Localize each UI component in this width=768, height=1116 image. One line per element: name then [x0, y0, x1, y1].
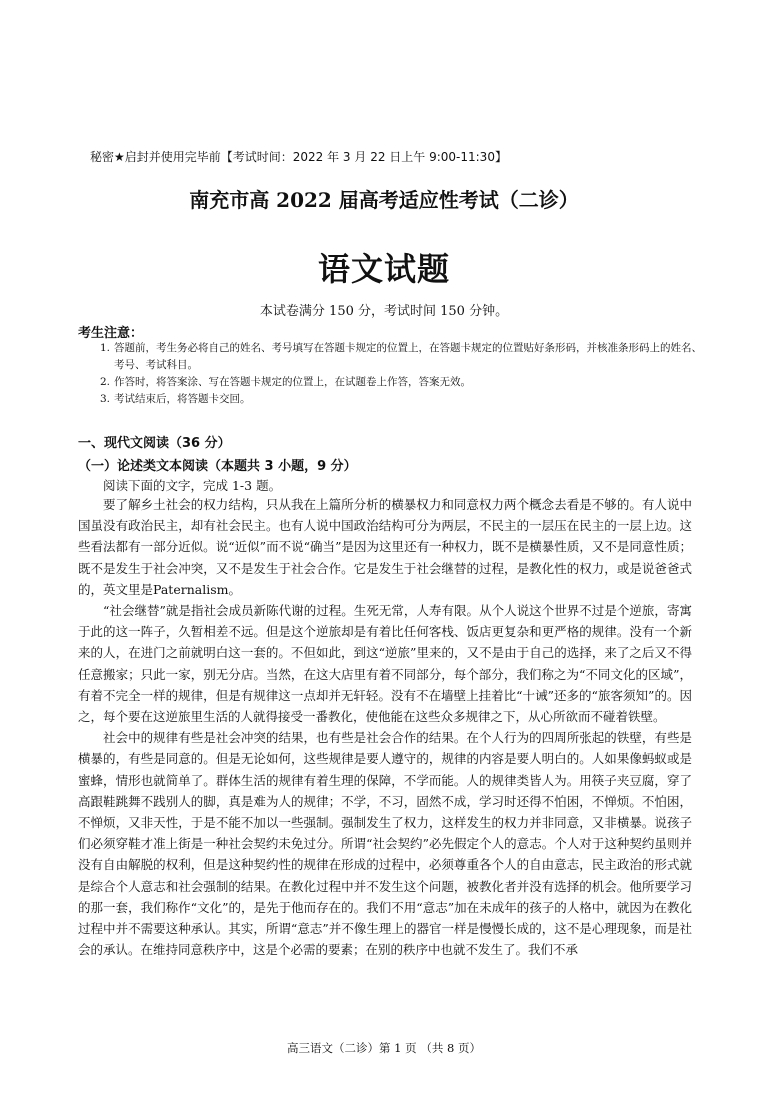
notice-item-text: 作答时，将答案涂、写在答题卡规定的位置上，在试题卷上作答，答案无效。 — [114, 376, 471, 388]
section-heading: 一、现代文阅读（36 分） — [78, 436, 231, 451]
subsection-heading: （一）论述类文本阅读（本题共 3 小题，9 分） — [78, 459, 357, 474]
subject-title: 语文试题 — [317, 250, 450, 288]
page-footer: 高三语文（二诊）第 1 页 （共 8 页） — [287, 1041, 481, 1055]
notice-item-text: 考试结束后，将答题卡交回。 — [114, 393, 251, 405]
notice-item-number: 1. — [100, 342, 111, 354]
exam-title: 南充市高 2022 届高考适应性考试（二诊） — [189, 188, 579, 212]
notice-heading: 考生注意： — [78, 326, 144, 341]
notice-item — [100, 391, 710, 408]
reading-instruction: 阅读下面的文字，完成 1-3 题。 — [103, 478, 282, 493]
notice-list — [100, 340, 710, 408]
notice-item-number: 2. — [100, 376, 111, 388]
notice-item — [100, 340, 710, 374]
passage-paragraph: 社会中的规律有些是社会冲突的结果，也有些是社会合作的结果。在个人行为的四周所张起的铁壁，有些是横暴的，有些是同意的。但是无论如何，这些规律是要人遵守的，规律的内容是要人明白的。人如果像蚂蚁或是蜜蜂，情形也就简单了。群体生活的规律有着生理的保障，不学而能。人的规律类皆人为。用筷子夹豆腐，穿了高跟鞋跳舞不践别人的脚，真是难为人的规律；不学，不习，固然不成，学习时还得不怕困，不惮烦。不怕困，不惮烦，又非天性，于是不能不加以一些强制。强制发生了权力，这样发生的权力并非同意，又非横暴。说孩子们必须穿鞋才准上街是一种社会契约未免过分。所谓“社会契约”必先假定个人的意志。个人对于这种契约虽则并没有自由解脱的权利，但是这种契约性的规律在形成的过程中，必须尊重各个人的自由意志，民主政治的形式就是综合个人意志和社会强制的结果。在教化过程中并不发生这个问题，被教化者并没有选择的机会。他所要学习的那一套，我们称作“文化”的，是先于他而存在的。我们不用“意志”加在未成年的孩子的人格中，就因为在教化过程中并不需要这种承认。其实，所谓“意志”并不像生理上的器官一样是慢慢长成的，这不是心理现象，而是社会的承认。在维持同意秩序中，这是个必需的要素；在别的秩序中也就不发生了。我们不承 — [78, 730, 692, 958]
passage-paragraph: 要了解乡土社会的权力结构，只从我在上篇所分析的横暴权力和同意权力两个概念去看是不够的。有人说中国虽没有政治民主，却有社会民主。也有人说中国政治结构可分为两层，不民主的一层压在民主的一层上边。这些看法都有一部分近似。说“近似”而不说“确当”是因为这里还有一种权力，既不是横暴性质，又不是同意性质；既不是发生于社会冲突，又不是发生于社会合作。它是发生于社会继替的过程，是教化性的权力，或是说爸爸式的，英文里是Paternalism。 — [78, 497, 692, 597]
notice-item — [100, 374, 710, 391]
score-time-line: 本试卷满分 150 分，考试时间 150 分钟。 — [259, 304, 509, 319]
notice-item-text: 答题前，考生务必将自己的姓名、考号填写在答题卡规定的位置上，在答题卡规定的位置贴好条形码，并核准条形码上的姓名、考号、考试科目。 — [114, 342, 702, 371]
notice-item-number: 3. — [100, 393, 111, 405]
passage-paragraph: “社会继替”就是指社会成员新陈代谢的过程。生死无常，人寿有限。从个人说这个世界不过是个逆旅，寄寓于此的这一阵子，久暂相差不远。但是这个逆旅却是有着比任何客栈、饭店更复杂和更严格的规律。没有一个新来的人，在进门之前就明白这一套的。不但如此，到这“逆旅”里来的，又不是由于自己的选择，来了之后又不得任意搬家；只此一家，别无分店。当然，在这大店里有着不同部分，每个部分，我们称之为“不同文化的区域”，有着不完全一样的规律，但是有规律这一点却并无轩轻。没有不在墙壁上挂着比“十诫”还多的“旅客须知”的。因之，每个要在这逆旅里生活的人就得接受一番教化，使他能在这些众多规律之下，从心所欲而不碰着铁壁。 — [78, 603, 692, 725]
reading-passage — [78, 494, 692, 960]
confidential-exam-time-line: 秘密★启封并使用完毕前【考试时间：2022 年 3 月 22 日上午 9:00-11:30】 — [90, 150, 507, 164]
